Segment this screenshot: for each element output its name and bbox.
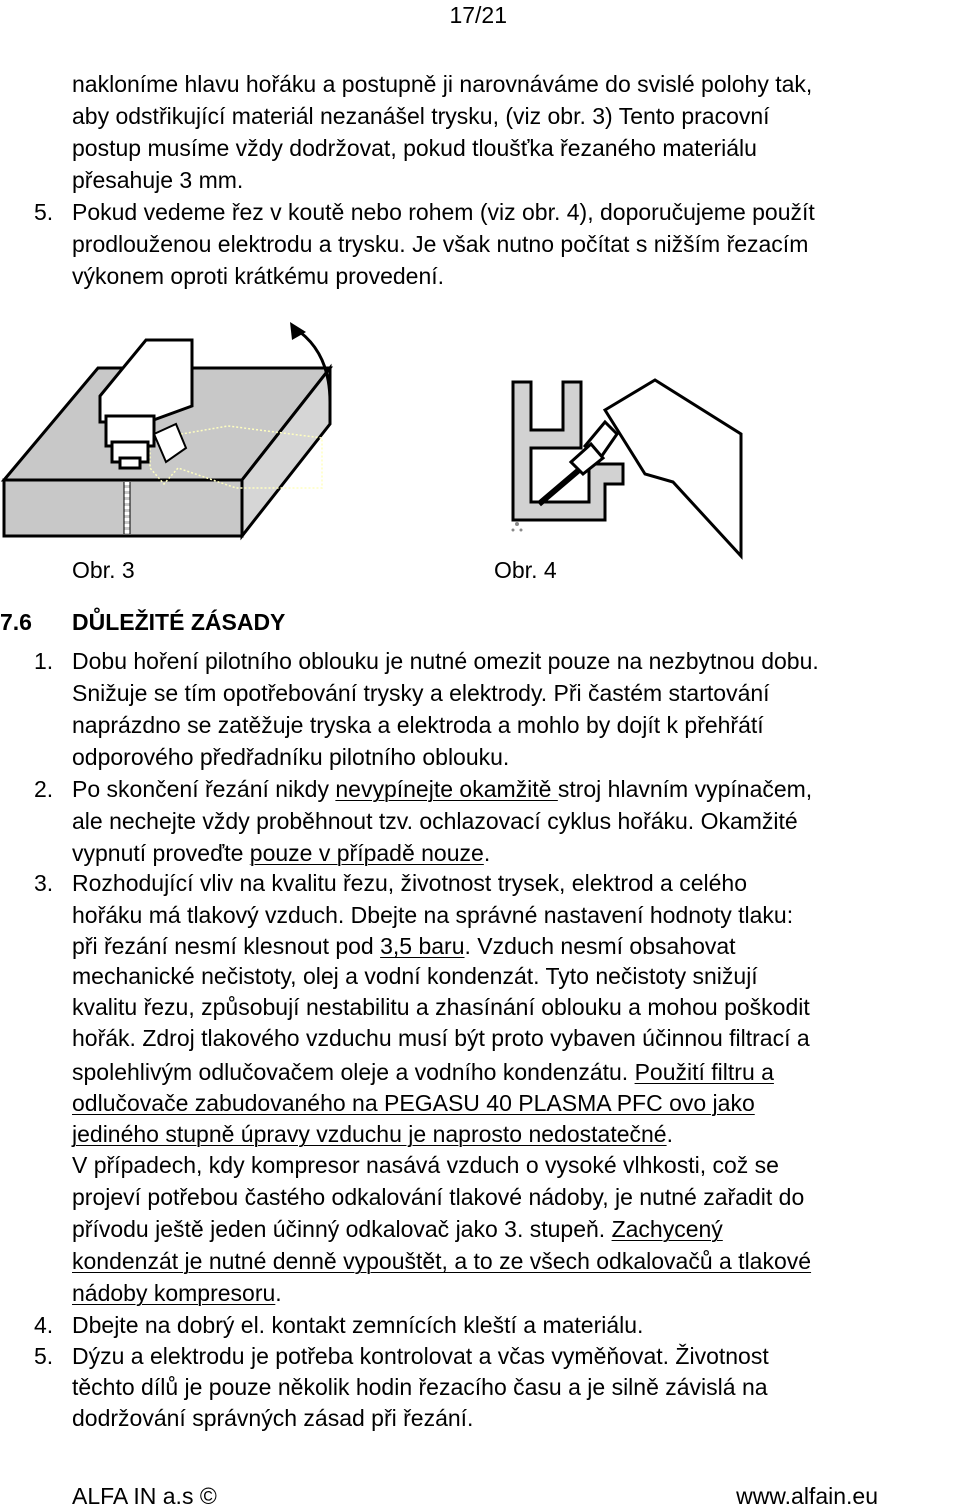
item3-line: hořáku má tlakový vzduch. Dbejte na správné nastavení hodnoty tlaku: xyxy=(72,902,794,928)
text-run: . xyxy=(666,1121,673,1147)
item-number: 3. xyxy=(34,870,54,896)
item-number: 1. xyxy=(34,648,54,674)
item5-line: těchto dílů je pouze několik hodin řezacího času a je silně závislá na xyxy=(72,1374,768,1400)
item5-intro-line: Pokud vedeme řez v koutě nebo rohem (viz obr. 4), doporučujeme použít xyxy=(72,199,815,225)
item3-line xyxy=(72,932,736,960)
underlined-text: kondenzát je nutné denně vypouštět, a to ze všech odkalovačů a tlakové xyxy=(72,1248,812,1274)
item3-line: kvalitu řezu, způsobují nestabilitu a zhasínání oblouku a mohou poškodit xyxy=(72,994,810,1020)
item2-line: ale nechejte vždy proběhnout tzv. ochlazovací cyklus hořáku. Okamžité xyxy=(72,808,798,834)
item1-line: Dobu hoření pilotního oblouku je nutné omezit pouze na nezbytnou dobu. xyxy=(72,648,819,674)
item-number: 4. xyxy=(34,1312,54,1338)
item3-line: projeví potřebou častého odkalování tlakové nádoby, je nutné zařadit do xyxy=(72,1184,805,1210)
underlined-text: nevypínejte okamžitě xyxy=(335,776,558,802)
text-run: stroj hlavním vypínačem, xyxy=(557,776,813,802)
item1-line: odporového předřadníku pilotního oblouku. xyxy=(72,744,510,770)
item3-line xyxy=(72,1089,755,1117)
item3-line xyxy=(72,1279,282,1307)
item-number: 5. xyxy=(34,199,54,225)
item5-line: dodržování správných zásad při řezání. xyxy=(72,1405,474,1431)
figure-4-corner-cut-drawing xyxy=(505,360,765,560)
text-run: při řezání nesmí klesnout pod xyxy=(72,933,381,959)
item5-line: Dýzu a elektrodu je potřeba kontrolovat a včas vyměňovat. Životnost xyxy=(72,1343,769,1369)
item2-line xyxy=(72,839,490,867)
text-run: Po skončení řezání nikdy xyxy=(72,776,336,802)
intro-line: postup musíme vždy dodržovat, pokud tloušťka řezaného materiálu xyxy=(72,135,757,161)
intro-line: přesahuje 3 mm. xyxy=(72,167,244,193)
intro-line: nakloníme hlavu hořáku a postupně ji narovnáváme do svislé polohy tak, xyxy=(72,71,813,97)
underlined-text: pouze v případě nouze xyxy=(249,840,484,866)
item5-intro-line: prodlouženou elektrodu a trysku. Je však nutno počítat s nižším řezacím xyxy=(72,231,809,257)
item3-line: V případech, kdy kompresor nasává vzduch o vysoké vlhkosti, což se xyxy=(72,1152,779,1178)
underlined-text: Použití filtru a xyxy=(634,1059,774,1085)
underlined-text: jediného stupně úpravy vzduchu je naprosto nedostatečné xyxy=(72,1121,667,1147)
text-run: . xyxy=(275,1280,282,1306)
underlined-text: odlučovače zabudovaného na PEGASU 40 PLASMA PFC ovo jako xyxy=(72,1090,755,1116)
item3-line: mechanické nečistoty, olej a vodní kondenzát. Tyto nečistoty snižují xyxy=(72,963,758,989)
intro-line: aby odstřikující materiál nezanášel trysku, (viz obr. 3) Tento pracovní xyxy=(72,103,770,129)
item3-line xyxy=(72,1215,723,1243)
figure-3-torch-drawing xyxy=(0,318,340,548)
section-number: 7.6 xyxy=(0,609,32,635)
item3-line xyxy=(72,1247,811,1275)
section-title: DŮLEŽITÉ ZÁSADY xyxy=(72,609,286,635)
item3-line xyxy=(72,1120,673,1148)
underlined-text: Zachycený xyxy=(611,1216,723,1242)
text-run: . Vzduch nesmí obsahovat xyxy=(464,933,736,959)
item5-intro-line: výkonem oproti krátkému provedení. xyxy=(72,263,445,289)
text-run: spolehlivým odlučovačem oleje a vodního kondenzátu. xyxy=(72,1059,635,1085)
underlined-text: nádoby kompresoru xyxy=(72,1280,276,1306)
item3-line: Rozhodující vliv na kvalitu řezu, životnost trysek, elektrod a celého xyxy=(72,870,747,896)
item2-line xyxy=(72,775,812,803)
item-number: 5. xyxy=(34,1343,54,1369)
figure-3-caption: Obr. 3 xyxy=(72,557,135,583)
text-run: přívodu ještě jeden účinný odkalovač jako 3. stupeň. xyxy=(72,1216,612,1242)
footer-company: ALFA IN a.s © xyxy=(72,1483,217,1509)
item1-line: Snižuje se tím opotřebování trysky a elektrody. Při častém startování xyxy=(72,680,770,706)
item3-line: hořák. Zdroj tlakového vzduchu musí být proto vybaven účinnou filtrací a xyxy=(72,1025,810,1051)
item4-line: Dbejte na dobrý el. kontakt zemnících kleští a materiálu. xyxy=(72,1312,644,1338)
item-number: 2. xyxy=(34,776,54,802)
page-number: 17/21 xyxy=(449,2,507,28)
item1-line: naprázdno se zatěžuje tryska a elektroda a mohlo by dojít k přehřátí xyxy=(72,712,764,738)
figure-4-caption: Obr. 4 xyxy=(494,557,557,583)
footer-website[interactable]: www.alfain.eu xyxy=(736,1483,878,1509)
text-run: . xyxy=(483,840,491,866)
section-heading xyxy=(0,608,285,636)
item3-line xyxy=(72,1058,774,1086)
text-run: vypnutí proveďte xyxy=(72,840,250,866)
underlined-text: 3,5 baru xyxy=(380,933,465,959)
